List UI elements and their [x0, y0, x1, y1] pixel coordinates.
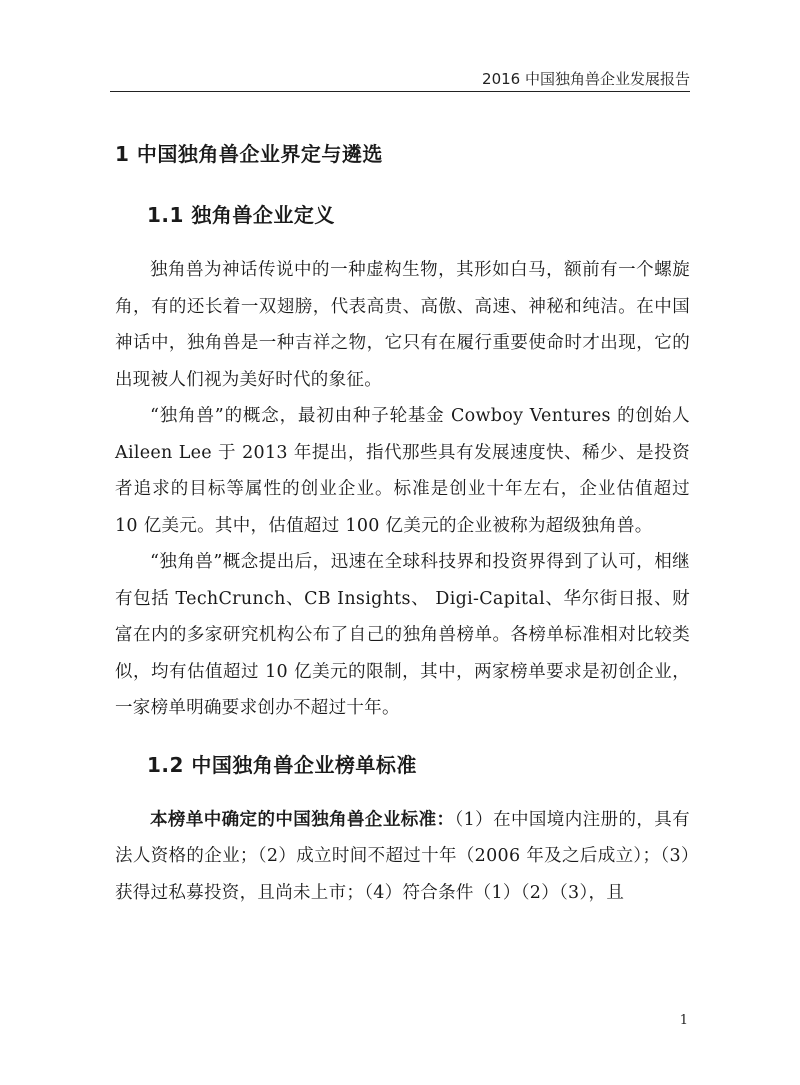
criteria-lead: 本榜单中确定的中国独角兽企业标准： [150, 809, 455, 830]
paragraph-unicorn-myth: 独角兽为神话传说中的一种虚构生物，其形如白马，额前有一个螺旋角，有的还长着一双翅膀，代表高贵、高傲、高速、神秘和纯洁。在中国神话中，独角兽是一种吉祥之物，它只有在履行重要使命时才出现，它的出现被人们视为美好时代的象征。 [115, 260, 690, 390]
section-heading-1-2: 1.2 中国独角兽企业榜单标准 [147, 752, 417, 777]
page-body [115, 138, 690, 911]
paragraph-unicorn-concept: “独角兽”的概念，最初由种子轮基金 Cowboy Ventures 的创始人 Aileen Lee 于 2013 年提出，指代那些具有发展速度快、稀少、是投资者追求的目标等属性的创业企业。标准是创业十年左右，企业估值超过 10 亿美元。其中，估值超过 100 亿美元的企业被称为超级独角兽。 [115, 406, 690, 536]
criteria-body: （1）在中国境内注册的，具有法人资格的企业；（2）成立时间不超过十年（2006 年及之后成立）；（3）获得过私募投资，且尚未上市；（4）符合条件（1）（2）（3），且 [115, 809, 690, 903]
page-number: 1 [679, 1013, 688, 1028]
section-heading-1-1: 1.1 独角兽企业定义 [147, 203, 335, 227]
paragraph-unicorn-lists: “独角兽”概念提出后，迅速在全球科技界和投资界得到了认可，相继有包括 TechCrunch、CB Insights、 Digi-Capital、华尔街日报、财富在内的多家研究机构公布了自己的独角兽榜单。各榜单标准相对比较类似，均有估值超过 10 亿美元的限制，其中，两家榜单要求是初创企业，一家榜单明确要求创办不超过十年。 [115, 552, 690, 718]
header-rule [110, 91, 690, 92]
paragraph-criteria [115, 802, 690, 912]
chapter-heading: 1 中国独角兽企业界定与遴选 [115, 142, 383, 166]
running-header: 2016 中国独角兽企业发展报告 [482, 70, 690, 88]
